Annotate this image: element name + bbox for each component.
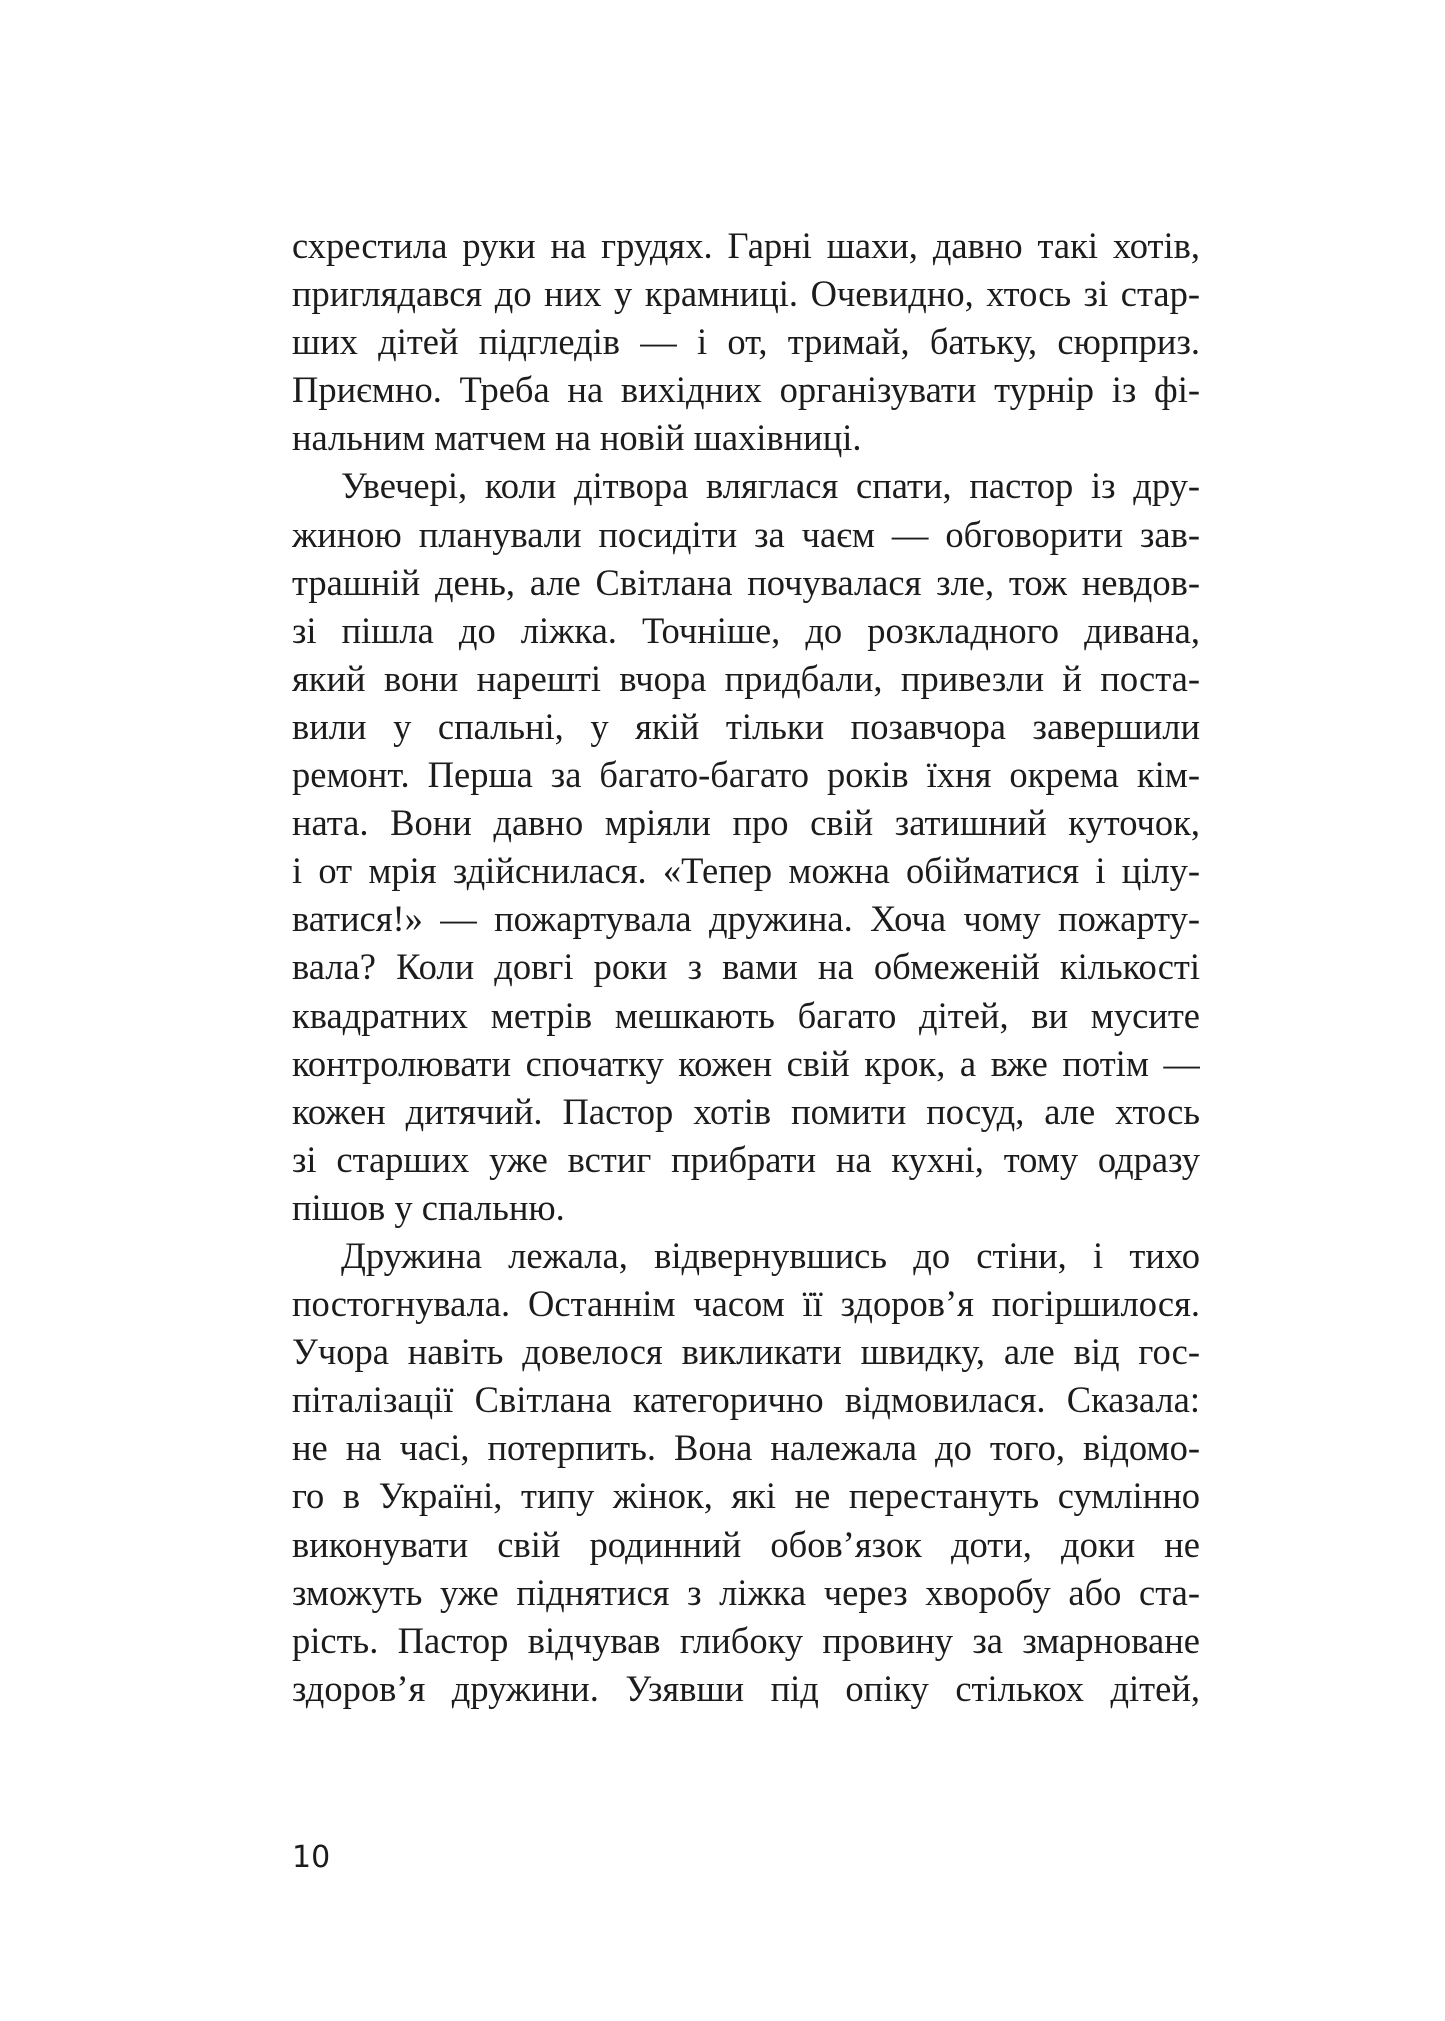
text-line: вили у спальні, у якій тільки позавчора завершили [292,705,1200,747]
text-line: приглядався до них у крамниці. Очевидно, хтось зі стар- [292,273,1200,315]
text-line: виконувати свій родинний обов’язок доти, доки не [292,1523,1200,1565]
text-line: ватися!» — пожартувала дружина. Хоча чому пожарту- [292,898,1200,940]
text-line: нальним матчем на новій шахівниці. [292,417,862,459]
text-line: жиною планували посидіти за чаєм — обговорити зав- [292,513,1200,555]
text-line: Учора навіть довелося викликати швидку, але від гос- [292,1331,1200,1373]
text-line: зі старших уже встиг прибрати на кухні, тому одразу [292,1138,1200,1180]
text-line: Приємно. Треба на вихідних організувати турнір із фі- [292,369,1200,411]
text-line: квадратних метрів мешкають багато дітей, ви мусите [292,994,1200,1036]
text-line: не на часі, потерпить. Вона належала до того, відомо- [292,1427,1200,1469]
text-line: здоров’я дружини. Узявши під опіку стількох дітей, [292,1667,1200,1709]
text-line: пішов у спальню. [292,1186,565,1228]
text-line: трашній день, але Світлана почувалася зле, тож невдов- [292,561,1200,603]
text-line: Дружина лежала, відвернувшись до стіни, і тихо [341,1234,1200,1276]
text-line: кожен дитячий. Пастор хотів помити посуд, але хтось [292,1090,1200,1132]
text-line: ната. Вони давно мріяли про свій затишний куточок, [292,802,1200,844]
text-line: го в Україні, типу жінок, які не перестануть сумлінно [292,1475,1200,1517]
text-line: зможуть уже піднятися з ліжка через хворобу або ста- [292,1571,1200,1613]
text-line: ремонт. Перша за багато-багато років їхня окрема кім- [292,754,1200,796]
text-line: контролювати спочатку кожен свій крок, а вже потім — [292,1042,1200,1084]
page-number: 10 [292,1840,331,1875]
text-line: ших дітей підгледів — і от, тримай, батьку, сюрприз. [292,321,1200,363]
text-line: вала? Коли довгі роки з вами на обмеженій кількості [292,946,1200,988]
text-line: піталізації Світлана категорично відмовилася. Сказала: [292,1379,1200,1421]
text-line: зі пішла до ліжка. Точніше, до розкладного дивана, [292,609,1200,651]
body-text [292,222,1200,1713]
text-line: схрестила руки на грудях. Гарні шахи, давно такі хотів, [292,225,1200,266]
text-line: і от мрія здійснилася. «Тепер можна обійматися і цілу- [292,850,1200,892]
text-line: Увечері, коли дітвора вляглася спати, пастор із дру- [341,465,1200,507]
text-line: який вони нарешті вчора придбали, привезли й поста- [292,657,1200,699]
text-line: постогнувала. Останнім часом її здоров’я погіршилося. [292,1283,1200,1325]
text-line: рість. Пастор відчував глибоку провину за змарноване [292,1619,1200,1661]
